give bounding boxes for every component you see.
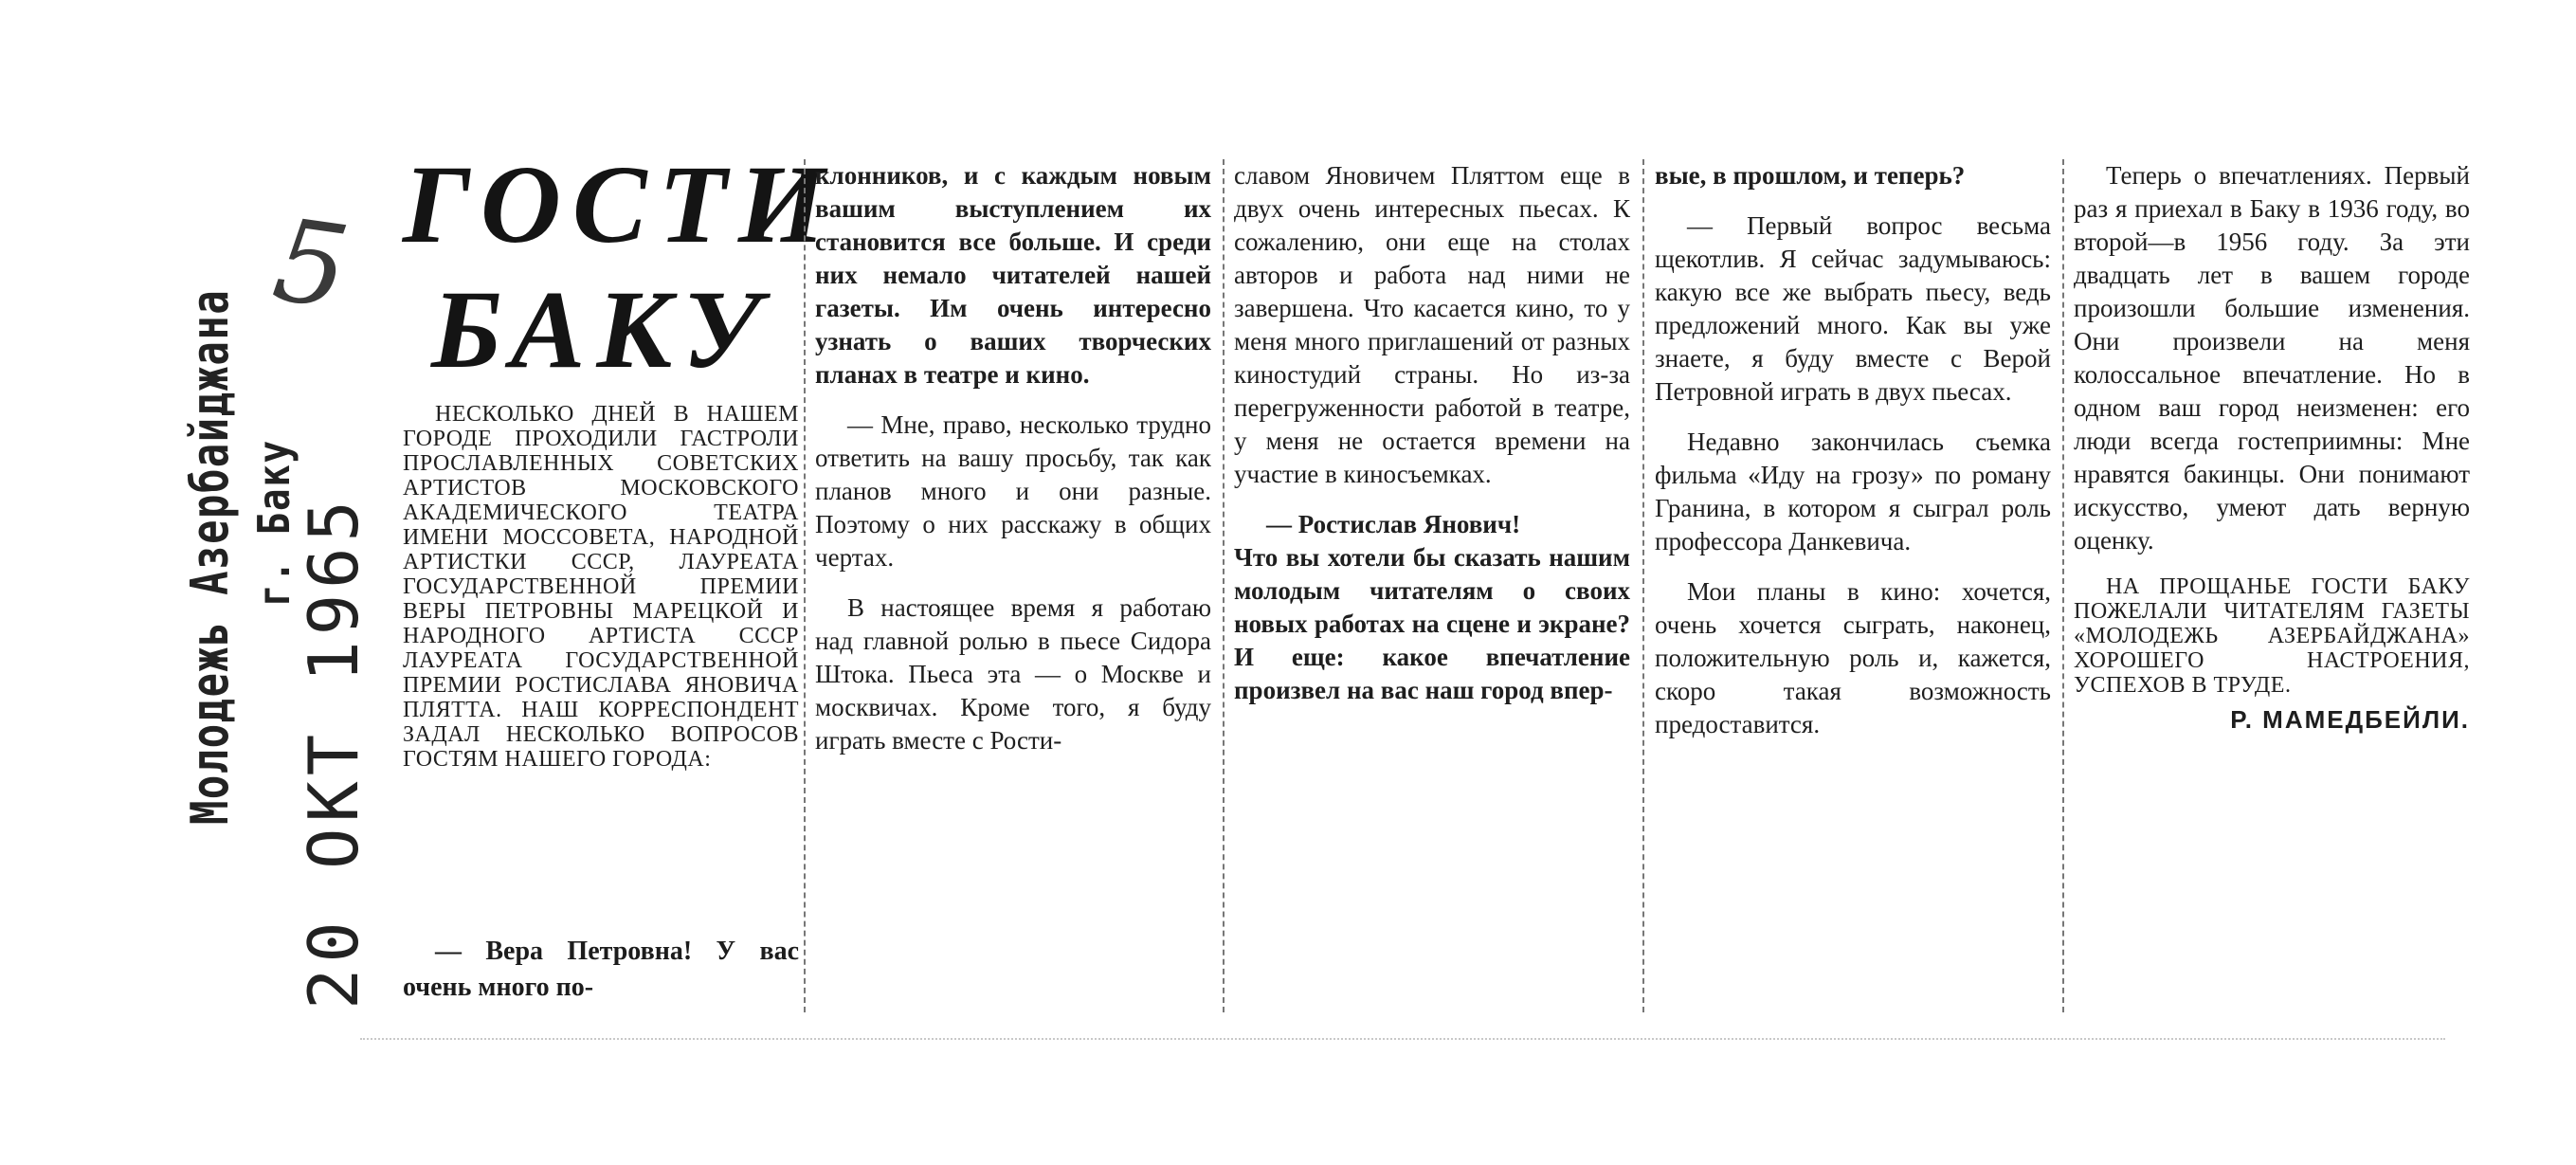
city-stamp: г. Баку bbox=[248, 439, 299, 607]
column-4 bbox=[1655, 159, 2051, 758]
headline-line-1: ГОСТИ bbox=[403, 142, 837, 266]
question-2: Что вы хотели бы сказать нашим молодым читателям о своих новых работах на сцене и экране? И еще: какое впечатление произвел на вас наш город впер- bbox=[1234, 543, 1630, 704]
print-noise-line bbox=[360, 1038, 2445, 1042]
newspaper-name-stamp: Молодежь Азербайджана bbox=[180, 288, 240, 825]
column-3 bbox=[1234, 159, 1630, 724]
column-divider bbox=[1642, 159, 1644, 1012]
question-1-continued: клонников, и с каждым новым вашим выступлением их становится все больше. И среди них немало читателей нашей газеты. Им очень интересно узнать о ваших творческих планах в театре и кино. bbox=[815, 161, 1211, 389]
column-divider bbox=[2062, 159, 2064, 1012]
answer-paragraph: В настоящее время я работаю над главной ролью в пьесе Сидора Штока. Пьеса эта — о Москве и москвичах. Кроме того, я буду играть вместе с Рости- bbox=[815, 593, 1211, 755]
article-lead bbox=[403, 402, 799, 772]
column-5 bbox=[2074, 159, 2470, 737]
question-1-start: — Вера Петровна! У вас очень много по- bbox=[403, 937, 799, 1002]
lead-paragraph: НЕСКОЛЬКО ДНЕЙ В НАШЕМ ГОРОДЕ ПРОХОДИЛИ ГАСТРОЛИ ПРОСЛАВЛЕННЫХ СОВЕТСКИХ АРТИСТОВ МОСКОВСКОГО АКАДЕМИЧЕСКОГО ТЕАТРА ИМЕНИ МОССОВЕТА, НАРОДНОЙ АРТИСТКИ СССР, ЛАУРЕАТА ГОСУДАРСТВЕННОЙ ПРЕМИИ ВЕРЫ ПЕТРОВНЫ МАРЕЦКОЙ И НАРОДНОГО АРТИСТА СССР ЛАУРЕАТА ГОСУДАРСТВЕННОЙ ПРЕМИИ РОСТИСЛАВА ЯНОВИЧА ПЛЯТТА. НАШ КОРРЕСПОНДЕНТ ЗАДАЛ НЕСКОЛЬКО ВОПРОСОВ ГОСТЯМ НАШЕГО ГОРОДА: bbox=[403, 402, 799, 772]
question-2-addressee: — Ростислав Янович! bbox=[1266, 510, 1521, 538]
farewell-note: НА ПРОЩАНЬЕ ГОСТИ БАКУ ПОЖЕЛАЛИ ЧИТАТЕЛЯМ ГАЗЕТЫ «МОЛОДЕЖЬ АЗЕРБАЙДЖАНА» ХОРОШЕГО НАСТРОЕНИЯ, УСПЕХОВ В ТРУДЕ. bbox=[2074, 574, 2470, 698]
handwritten-mark: 5 bbox=[265, 194, 356, 336]
answer-paragraph: Недавно закончилась съемка фильма «Иду на грозу» по роману Гранина, в котором я сыграл роль профессора Данкевича. bbox=[1655, 428, 2051, 555]
article-headline bbox=[403, 142, 837, 392]
answer-paragraph: славом Яновичем Пляттом еще в двух очень интересных пьесах. К сожалению, они еще на столах авторов и работа над ними не завершена. Что касается кино, то у меня много приглашений от разных киностудий страны. Но из-за перегруженности работой в театре, у меня не остается времени на участие в киносъемках. bbox=[1234, 161, 1630, 488]
headline-line-2: БАКУ bbox=[431, 267, 772, 391]
answer-paragraph: — Первый вопрос весьма щекотлив. Я сейчас задумываюсь: какую все же выбрать пьесу, ведь предложений много. Как вы уже знаете, я буду вместе с Верой Петровной играть в двух пьесах. bbox=[1655, 211, 2051, 406]
answer-paragraph: Мои планы в кино: хочется, очень хочется сыграть, наконец, положительную роль и, кажется, скоро такая возможность предоставится. bbox=[1655, 577, 2051, 738]
column-divider bbox=[1223, 159, 1225, 1012]
answer-paragraph: Теперь о впечатлениях. Первый раз я приехал в Баку в 1936 году, во второй—в 1956 году. За эти двадцать лет в вашем городе произошли большие изменения. Они произвели на меня колоссальное впечатление. Но в одном ваш город неизменен: его люди всегда гостеприимны: Мне нравятся бакинцы. Они понимают искусство, умеют дать верную оценку. bbox=[2074, 161, 2470, 555]
column-1-question bbox=[403, 934, 799, 1006]
date-stamp: 20 ОКТ 1965 bbox=[294, 495, 373, 1010]
answer-paragraph: — Мне, право, несколько трудно ответить на вашу просьбу, так как планов много и они разные. Поэтому о них расскажу в общих чертах. bbox=[815, 410, 1211, 572]
column-divider bbox=[804, 159, 806, 1012]
question-2-continued: вые, в прошлом, и теперь? bbox=[1655, 161, 1966, 190]
column-2 bbox=[815, 159, 1211, 774]
author-signature: Р. МАМЕДБЕЙЛИ. bbox=[2230, 705, 2470, 734]
